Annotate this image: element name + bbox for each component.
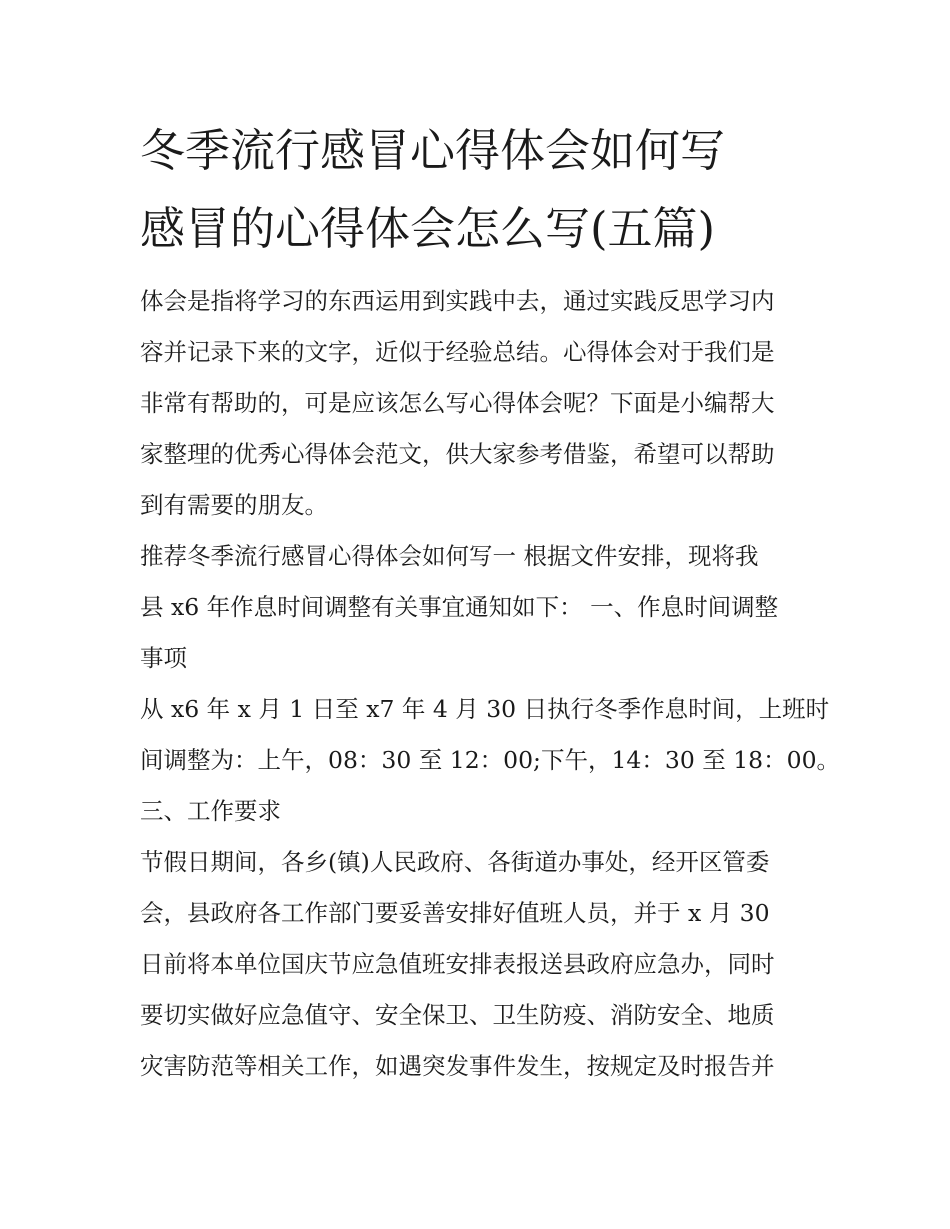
body-line: 日前将本单位国庆节应急值班安排表报送县政府应急办，同时 bbox=[140, 950, 775, 978]
body-line: 从 x6 年 x 月 1 日至 x7 年 4 月 30 日执行冬季作息时间，上班时 bbox=[140, 695, 830, 723]
body-line: 节假日期间，各乡(镇)人民政府、各街道办事处，经开区管委 bbox=[140, 848, 770, 876]
body-line: 非常有帮助的，可是应该怎么写心得体会呢？下面是小编帮大 bbox=[140, 389, 775, 417]
body-line: 灾害防范等相关工作，如遇突发事件发生，按规定及时报告并 bbox=[140, 1052, 775, 1080]
body-line: 体会是指将学习的东西运用到实践中去，通过实践反思学习内 bbox=[140, 287, 775, 315]
title-line: 冬季流行感冒心得体会如何写 bbox=[140, 124, 726, 177]
body-line: 到有需要的朋友。 bbox=[140, 491, 328, 519]
body-line: 三、工作要求 bbox=[140, 797, 281, 825]
body-line: 间调整为：上午，08：30 至 12：00;下午，14：30 至 18：00。 bbox=[140, 746, 841, 774]
body-line: 县 x6 年作息时间调整有关事宜通知如下： 一、作息时间调整 bbox=[140, 593, 779, 621]
document-body bbox=[140, 276, 841, 1092]
body-line: 推荐冬季流行感冒心得体会如何写一 根据文件安排，现将我 bbox=[140, 542, 759, 570]
body-line: 家整理的优秀心得体会范文，供大家参考借鉴，希望可以帮助 bbox=[140, 440, 775, 468]
body-line: 要切实做好应急值守、安全保卫、卫生防疫、消防安全、地质 bbox=[140, 1001, 775, 1029]
body-line: 会，县政府各工作部门要妥善安排好值班人员，并于 x 月 30 bbox=[140, 899, 770, 927]
title-line: 感冒的心得体会怎么写(五篇) bbox=[140, 202, 716, 255]
document-title bbox=[140, 112, 820, 268]
body-line: 容并记录下来的文字，近似于经验总结。心得体会对于我们是 bbox=[140, 338, 775, 366]
body-line: 事项 bbox=[140, 644, 187, 672]
